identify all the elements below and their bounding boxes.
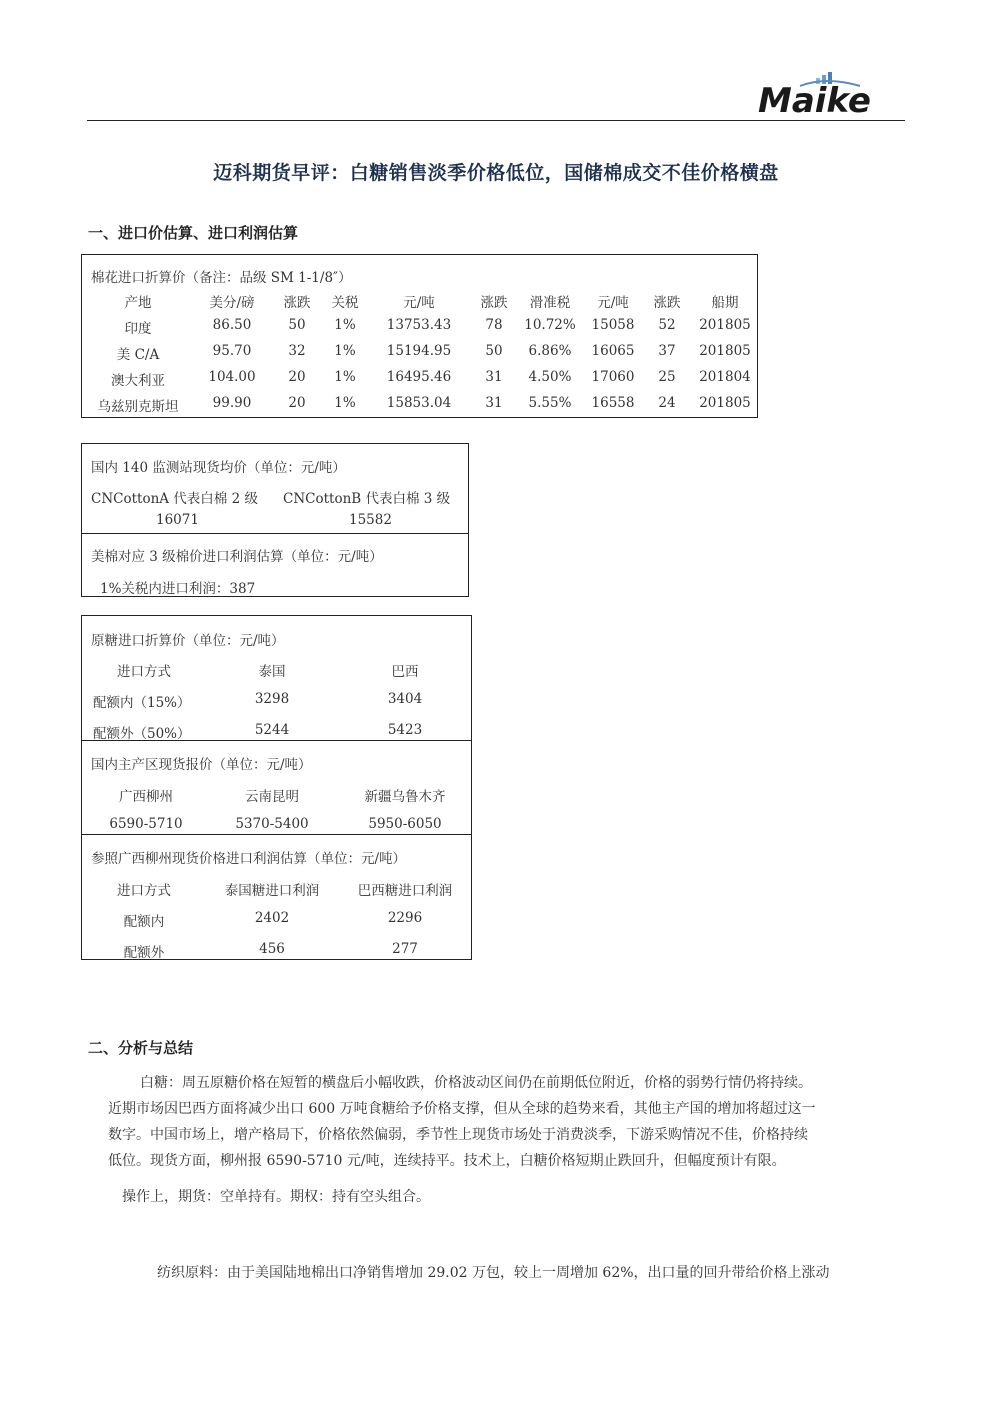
cotton-import-cell: 16558 (591, 395, 635, 411)
cotton-import-cell: 1% (334, 317, 356, 333)
cncotton-b-value: 15582 (349, 512, 392, 528)
sugar-import-cell: 3404 (387, 691, 423, 707)
cotton-import-cell: 6.86% (528, 343, 572, 359)
section1-heading: 一、进口价估算、进口利润估算 (88, 224, 299, 242)
cncotton-a-value: 16071 (156, 512, 199, 528)
sugar-profit-header: 泰国糖进口利润 (224, 883, 320, 899)
cotton-import-cell: 37 (658, 343, 676, 359)
sugar-import-header: 进口方式 (117, 664, 171, 680)
cotton-import-cell: 24 (658, 395, 676, 411)
cotton-import-cell: 86.50 (212, 317, 252, 333)
cotton-import-cell: 201805 (699, 317, 751, 333)
sugar-divider-1 (82, 740, 471, 741)
sugar-import-header: 巴西 (391, 664, 419, 680)
cotton-import-header: 元/吨 (597, 295, 629, 311)
sugar-domestic-value: 6590-5710 (109, 816, 183, 832)
sugar-import-caption: 原糖进口折算价（单位：元/吨） (91, 633, 285, 649)
sugar-import-cell: 5244 (254, 722, 290, 738)
cotton-import-cell: 50 (485, 343, 503, 359)
cncotton-a-label: CNCottonA 代表白棉 2 级 (91, 491, 258, 507)
header-rule (87, 120, 905, 121)
sugar-domestic-value: 5370-5400 (235, 816, 309, 832)
cotton-import-cell: 16495.46 (386, 369, 452, 385)
sugar-analysis-line: 低位。现货方面，柳州报 6590-5710 元/吨，连续持平。技术上，白糖价格短期止跌回升，但幅度预计有限。 (108, 1153, 786, 1169)
cotton-import-cell: 15194.95 (386, 343, 452, 359)
cotton-import-cell: 201805 (699, 343, 751, 359)
cotton-import-cell: 美 C/A (116, 347, 160, 363)
cotton-import-cell: 201804 (699, 369, 751, 385)
sugar-profit-cell: 配额外 (123, 945, 165, 961)
cotton-import-cell: 17060 (591, 369, 635, 385)
cotton-import-cell: 25 (658, 369, 676, 385)
cotton-import-cell: 50 (288, 317, 306, 333)
cotton-import-header: 美分/磅 (209, 295, 255, 311)
sugar-profit-cell: 277 (392, 941, 418, 957)
cotton-import-cell: 52 (658, 317, 676, 333)
sugar-profit-cell: 2296 (387, 910, 423, 926)
cotton-import-cell: 31 (485, 395, 503, 411)
cotton-import-cell: 乌兹别克斯坦 (97, 399, 179, 415)
cotton-import-cell: 201805 (699, 395, 751, 411)
cotton-import-cell: 15058 (591, 317, 635, 333)
cotton-import-cell: 1% (334, 395, 356, 411)
sugar-profit-header: 巴西糖进口利润 (357, 883, 453, 899)
sugar-profit-header: 进口方式 (117, 883, 171, 899)
cotton-import-caption: 棉花进口折算价（备注：品级 SM 1-1/8″） (91, 270, 352, 286)
sugar-domestic-value: 5950-6050 (368, 816, 442, 832)
sugar-import-cell: 配额外（50%） (93, 726, 191, 742)
cotton-import-cell: 20 (288, 395, 306, 411)
sugar-domestic-caption: 国内主产区现货报价（单位：元/吨） (91, 757, 312, 773)
cotton-import-cell: 104.00 (208, 369, 256, 385)
cotton-import-cell: 4.50% (528, 369, 572, 385)
cotton-import-cell: 15853.04 (386, 395, 452, 411)
cotton-import-cell: 1% (334, 369, 356, 385)
sugar-profit-cell: 配额内 (123, 914, 165, 930)
cotton-import-header: 涨跌 (283, 295, 311, 311)
sugar-profit-cell: 456 (259, 941, 285, 957)
cotton-import-cell: 32 (288, 343, 306, 359)
sugar-import-cell: 3298 (254, 691, 290, 707)
cotton-import-header: 涨跌 (480, 295, 508, 311)
sugar-domestic-header: 新疆乌鲁木齐 (364, 789, 446, 805)
sugar-box (81, 615, 472, 960)
cotton-import-header: 船期 (711, 295, 739, 311)
sugar-analysis-line: 数字。中国市场上，增产格局下，价格依然偏弱，季节性上现货市场处于消费淡季，下游采购情况不佳，价格持续 (108, 1127, 808, 1143)
sugar-import-header: 泰国 (258, 664, 286, 680)
cotton-import-header: 关税 (331, 295, 359, 311)
sugar-divider-2 (82, 834, 471, 835)
cotton-import-cell: 10.72% (524, 317, 576, 333)
sugar-domestic-header: 云南昆明 (245, 789, 299, 805)
cotton-import-cell: 5.55% (528, 395, 572, 411)
sugar-import-cell: 5423 (387, 722, 423, 738)
cotton-import-cell: 20 (288, 369, 306, 385)
cotton-import-table (81, 254, 758, 418)
page-title: 迈科期货早评：白糖销售淡季价格低位，国储棉成交不佳价格横盘 (213, 162, 779, 184)
sugar-profit-cell: 2402 (254, 910, 290, 926)
cncotton-b-label: CNCottonB 代表白棉 3 级 (283, 491, 451, 507)
cotton-domestic-caption: 国内 140 监测站现货均价（单位：元/吨） (91, 460, 346, 476)
cotton-domestic-divider (82, 533, 468, 534)
cotton-import-cell: 78 (485, 317, 503, 333)
sugar-operation: 操作上，期货：空单持有。期权：持有空头组合。 (122, 1189, 430, 1205)
sugar-analysis-line: 近期市场因巴西方面将减少出口 600 万吨食糖给予价格支撑，但从全球的趋势来看，其他主产国的增加将超过这一 (108, 1101, 816, 1117)
cotton-import-header: 涨跌 (653, 295, 681, 311)
cotton-import-cell: 13753.43 (386, 317, 452, 333)
cotton-import-cell: 99.90 (212, 395, 252, 411)
sugar-profit-caption: 参照广西柳州现货价格进口利润估算（单位：元/吨） (91, 851, 407, 867)
maike-logo (756, 72, 892, 118)
textile-analysis-line: 纺织原料：由于美国陆地棉出口净销售增加 29.02 万包，较上一周增加 62%，出口量的回升带给价格上涨动 (157, 1265, 830, 1281)
cotton-import-cell: 1% (334, 343, 356, 359)
cotton-import-cell: 澳大利亚 (111, 373, 165, 389)
cotton-import-header: 元/吨 (403, 295, 435, 311)
cotton-import-header: 产地 (124, 295, 152, 311)
cotton-import-cell: 16065 (591, 343, 635, 359)
cotton-domestic-box (81, 443, 469, 597)
logo-text: Maike (758, 81, 871, 118)
sugar-domestic-header: 广西柳州 (119, 789, 173, 805)
cotton-import-cell: 31 (485, 369, 503, 385)
section2-heading: 二、分析与总结 (88, 1039, 194, 1057)
cotton-import-cell: 95.70 (212, 343, 252, 359)
cotton-import-header: 滑准税 (529, 295, 571, 311)
sugar-analysis-line: 白糖：周五原糖价格在短暂的横盘后小幅收跌，价格波动区间仍在前期低位附近，价格的弱势行情仍将持续。 (140, 1075, 812, 1091)
cotton-profit-line: 1%关税内进口利润：387 (100, 581, 256, 597)
cotton-import-cell: 印度 (124, 321, 152, 337)
sugar-import-cell: 配额内（15%） (93, 695, 191, 711)
cotton-profit-caption: 美棉对应 3 级棉价进口利润估算（单位：元/吨） (91, 549, 383, 565)
